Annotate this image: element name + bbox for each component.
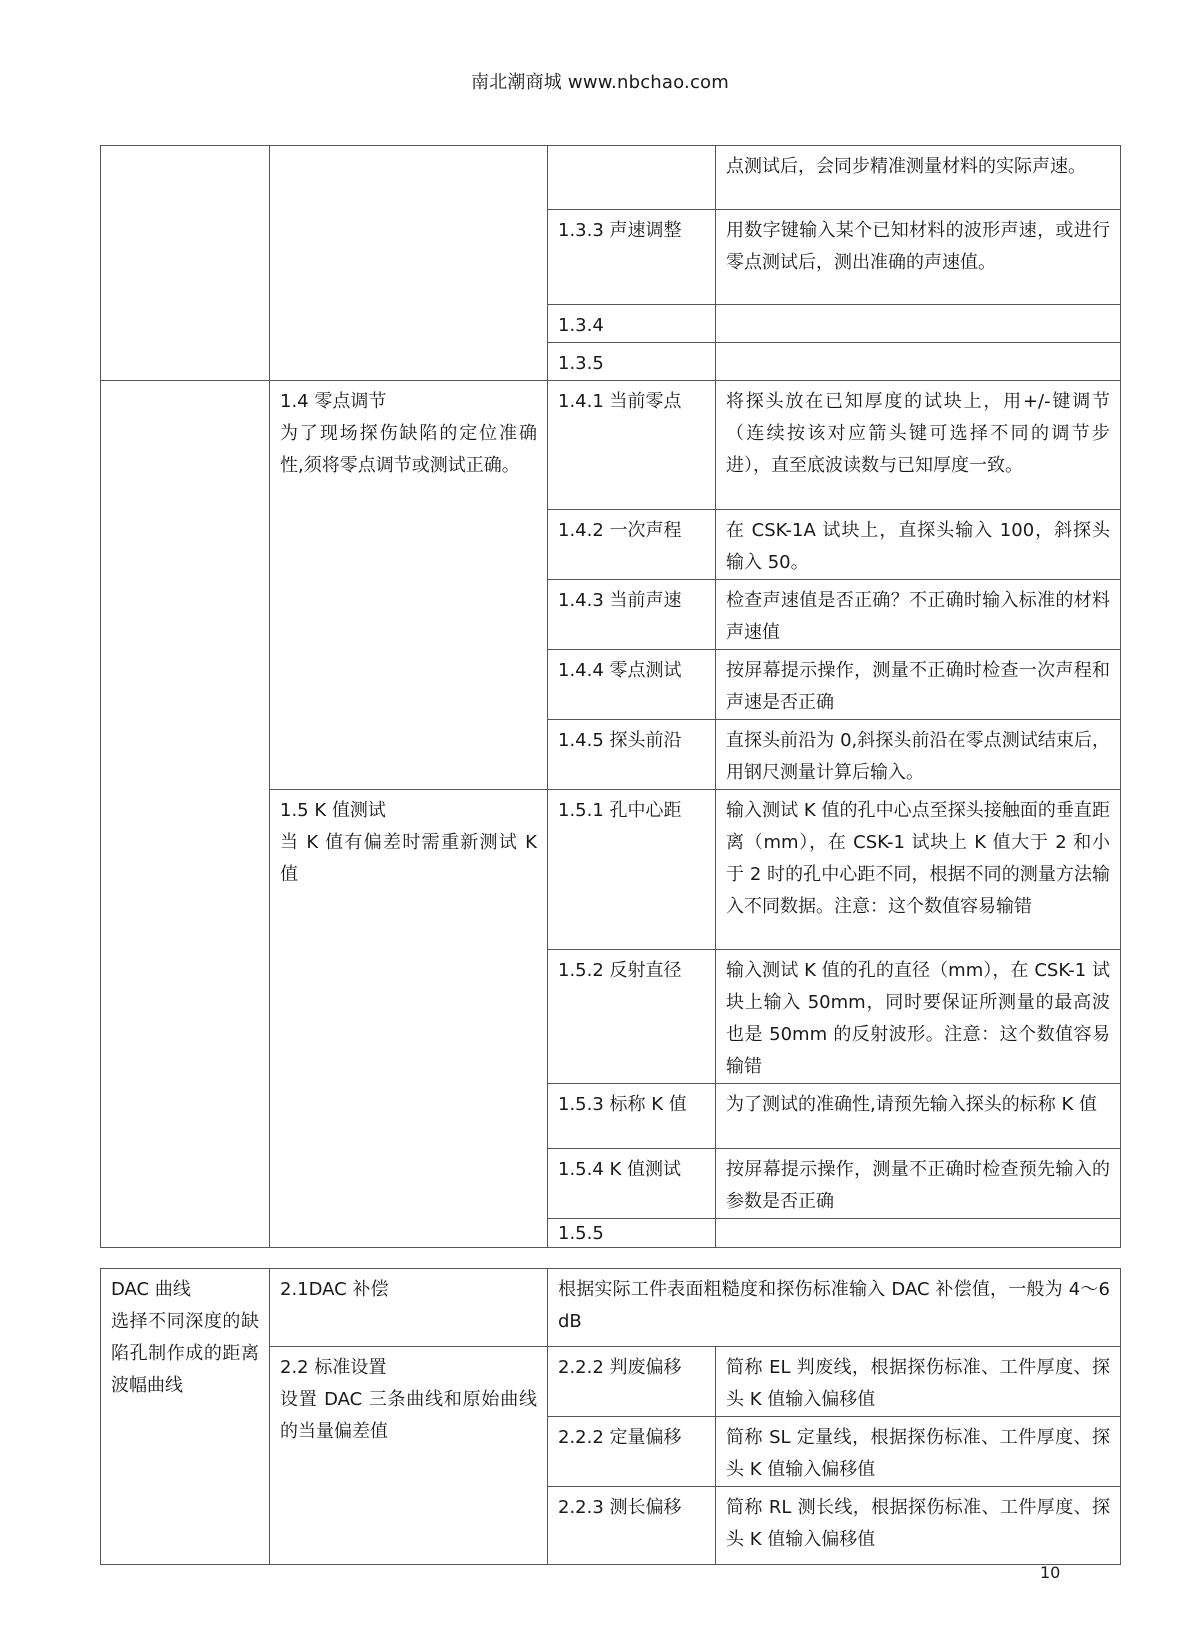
item-desc-cell: 用数字键输入某个已知材料的波形声速，或进行零点测试后，测出准确的声速值。	[716, 210, 1121, 305]
group-title: 1.4 零点调节	[280, 391, 387, 412]
item-id-cell: 1.4.1 当前零点	[548, 381, 716, 510]
item-id-cell: 2.2.2 判废偏移	[548, 1347, 716, 1417]
group-cell-empty	[270, 146, 548, 381]
section-cell-dac-curve	[101, 1269, 270, 1565]
item-id-cell: 2.2.2 定量偏移	[548, 1417, 716, 1487]
item-desc-cell	[716, 1219, 1121, 1248]
item-desc-cell: 根据实际工件表面粗糙度和探伤标准输入 DAC 补偿值，一般为 4～6dB	[548, 1269, 1121, 1347]
item-id-cell: 1.4.5 探头前沿	[548, 720, 716, 790]
item-desc-cell: 点测试后，会同步精准测量材料的实际声速。	[716, 146, 1121, 210]
group-cell-zero-adjust	[270, 381, 548, 790]
settings-table-1	[100, 145, 1121, 1248]
item-id-cell: 1.5.2 反射直径	[548, 950, 716, 1084]
item-desc-cell: 输入测试 K 值的孔中心点至探头接触面的垂直距离（mm），在 CSK-1 试块上 K 值大于 2 和小于 2 时的孔中心距不同，根据不同的测量方法输入不同数据。注意：这个数值容易输错	[716, 790, 1121, 950]
section-note: 选择不同深度的缺陷孔制作成的距离波幅曲线	[111, 1311, 259, 1396]
item-desc-cell: 检查声速值是否正确？不正确时输入标准的材料声速值	[716, 580, 1121, 650]
item-id-cell: 1.4.3 当前声速	[548, 580, 716, 650]
item-id-cell: 1.4.2 一次声程	[548, 510, 716, 580]
item-id-cell: 1.5.1 孔中心距	[548, 790, 716, 950]
group-cell-k-value-test	[270, 790, 548, 1248]
group-cell-standard-settings	[270, 1347, 548, 1565]
item-desc-cell: 按屏幕提示操作，测量不正确时检查预先输入的参数是否正确	[716, 1149, 1121, 1219]
item-id-cell	[548, 146, 716, 210]
item-desc-cell: 简称 EL 判废线，根据探伤标准、工件厚度、探头 K 值输入偏移值	[716, 1347, 1121, 1417]
item-desc-cell: 为了测试的准确性,请预先输入探头的标称 K 值	[716, 1084, 1121, 1149]
item-desc-cell	[716, 305, 1121, 343]
group-title: 2.2 标准设置	[280, 1357, 387, 1378]
item-desc-cell: 将探头放在已知厚度的试块上，用+/-键调节（连续按该对应箭头键可选择不同的调节步进），直至底波读数与已知厚度一致。	[716, 381, 1121, 510]
section-cell-empty	[101, 381, 270, 1248]
item-desc-cell	[716, 343, 1121, 381]
group-note: 当 K 值有偏差时需重新测试 K 值	[280, 832, 537, 885]
item-id-cell: 1.5.4 K 值测试	[548, 1149, 716, 1219]
item-desc-cell: 在 CSK-1A 试块上，直探头输入 100，斜探头输入 50。	[716, 510, 1121, 580]
item-desc-cell: 简称 RL 测长线，根据探伤标准、工件厚度、探头 K 值输入偏移值	[716, 1487, 1121, 1565]
page-header: 南北潮商城 www.nbchao.com	[471, 72, 729, 93]
item-id-cell: 1.3.4	[548, 305, 716, 343]
item-id-cell: 2.1DAC 补偿	[270, 1269, 548, 1347]
item-desc-cell: 按屏幕提示操作，测量不正确时检查一次声程和声速是否正确	[716, 650, 1121, 720]
item-id-cell: 1.5.5	[548, 1219, 716, 1248]
section-cell-empty	[101, 146, 270, 381]
group-note: 为了现场探伤缺陷的定位准确性,须将零点调节或测试正确。	[280, 423, 537, 476]
settings-table-2	[100, 1268, 1121, 1565]
item-desc-cell: 输入测试 K 值的孔的直径（mm），在 CSK-1 试块上输入 50mm，同时要保证所测量的最高波也是 50mm 的反射波形。注意：这个数值容易输错	[716, 950, 1121, 1084]
item-id-cell: 1.3.5	[548, 343, 716, 381]
item-desc-cell: 直探头前沿为 0,斜探头前沿在零点测试结束后，用钢尺测量计算后输入。	[716, 720, 1121, 790]
group-note: 设置 DAC 三条曲线和原始曲线的当量偏差值	[280, 1389, 537, 1442]
page-number: 10	[1040, 1563, 1061, 1582]
item-desc-cell: 简称 SL 定量线，根据探伤标准、工件厚度、探头 K 值输入偏移值	[716, 1417, 1121, 1487]
item-id-cell: 1.5.3 标称 K 值	[548, 1084, 716, 1149]
group-title: 1.5 K 值测试	[280, 800, 386, 821]
item-id-cell: 1.3.3 声速调整	[548, 210, 716, 305]
item-id-cell: 2.2.3 测长偏移	[548, 1487, 716, 1565]
item-id-cell: 1.4.4 零点测试	[548, 650, 716, 720]
section-title: DAC 曲线	[111, 1279, 191, 1300]
